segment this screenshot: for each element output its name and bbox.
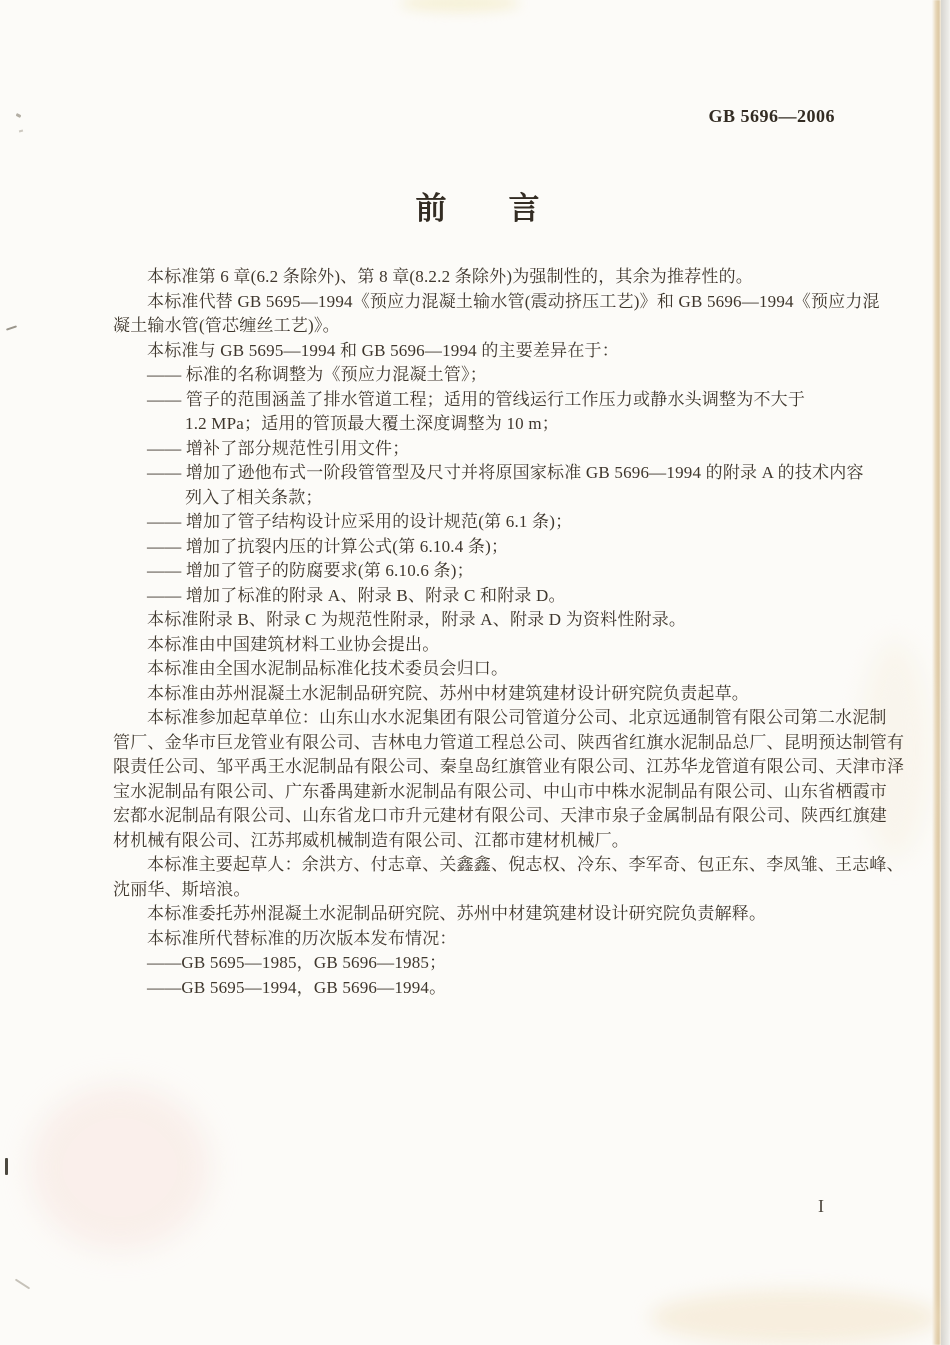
- text-line: —— 增补了部分规范性引用文件；: [147, 438, 410, 458]
- text-line: 本标准由苏州混凝土水泥制品研究院、苏州中材建筑建材设计研究院负责起草。: [147, 683, 749, 703]
- scan-smudge: [650, 1290, 940, 1345]
- text-line: —— 管子的范围涵盖了排水管道工程；适用的管线运行工作压力或静水头调整为不大于: [147, 389, 806, 409]
- scan-speck: [15, 1279, 30, 1290]
- scan-speck: [5, 1158, 8, 1175]
- page-number: I: [818, 1196, 824, 1216]
- text-line: 本标准所代替标准的历次版本发布情况：: [147, 928, 457, 948]
- text-line: 沈丽华、斯培浪。: [113, 879, 251, 899]
- text-line: 宝水泥制品有限公司、广东番禺建新水泥制品有限公司、中山市中株水泥制品有限公司、山东省栖霞市: [113, 781, 887, 801]
- text-line: 本标准参加起草单位：山东山水水泥集团有限公司管道分公司、北京远通制管有限公司第二水泥制: [147, 708, 887, 727]
- text-line: 本标准代替 GB 5695—1994《预应力混凝土输水管(震动挤压工艺)》和 GB 5696—1994《预应力混: [147, 291, 880, 311]
- text-line: 1.2 MPa；适用的管顶最大覆土深度调整为 10 m；: [185, 414, 559, 433]
- text-line: —— 标准的名称调整为《预应力混凝土管》；: [147, 365, 487, 384]
- text-line: 凝土输水管(管芯缠丝工艺)》。: [113, 316, 340, 335]
- text-line: 本标准与 GB 5695—1994 和 GB 5696—1994 的主要差异在于：: [147, 340, 619, 360]
- text-line: 宏都水泥制品有限公司、山东省龙口市升元建材有限公司、天津市泉子金属制品有限公司、陕西红旗建: [113, 806, 887, 825]
- text-line: —— 增加了抗裂内压的计算公式(第 6.10.4 条)；: [147, 536, 509, 556]
- text-line: 本标准委托苏州混凝土水泥制品研究院、苏州中材建筑建材设计研究院负责解释。: [147, 904, 767, 923]
- text-line: 本标准第 6 章(6.2 条除外)、第 8 章(8.2.2 条除外)为强制性的，其余为推荐性的。: [147, 267, 753, 286]
- text-line: 列入了相关条款；: [185, 487, 323, 507]
- text-line: 本标准主要起草人：余洪方、付志章、关鑫鑫、倪志权、冷东、李军奇、包正东、李凤雏、王志峰、: [147, 855, 904, 874]
- text-line: —— 增加了逊他布式一阶段管管型及尺寸并将原国家标准 GB 5696—1994 的附录 A 的技术内容: [147, 463, 864, 482]
- text-line: 本标准由中国建筑材料工业协会提出。: [147, 634, 440, 654]
- scan-page-edge-cream: [932, 0, 941, 1345]
- scan-smudge: [30, 1085, 210, 1250]
- text-line: 本标准由全国水泥制品标准化技术委员会归口。: [147, 659, 509, 678]
- text-line: 材机械有限公司、江苏邦威机械制造有限公司、江都市建材机械厂。: [113, 830, 629, 850]
- text-line: ——GB 5695—1994，GB 5696—1994。: [147, 977, 447, 997]
- scan-speck: [6, 325, 17, 330]
- text-line: —— 增加了管子的防腐要求(第 6.10.6 条)；: [147, 561, 474, 580]
- page-title: 前 言: [415, 191, 540, 226]
- foreword-body: [113, 265, 913, 1000]
- text-line: —— 增加了管子结构设计应采用的设计规范(第 6.1 条)；: [147, 512, 573, 531]
- text-line: —— 增加了标准的附录 A、附录 B、附录 C 和附录 D。: [147, 585, 566, 605]
- text-line: ——GB 5695—1985，GB 5696—1985；: [147, 953, 447, 972]
- text-line: 本标准附录 B、附录 C 为规范性附录，附录 A、附录 D 为资料性附录。: [147, 610, 687, 629]
- text-line: 限责任公司、邹平禹王水泥制品有限公司、秦皇岛红旗管业有限公司、江苏华龙管道有限公司、天津市泽: [113, 757, 905, 776]
- scan-speck: [19, 130, 23, 133]
- text-line: 管厂、金华市巨龙管业有限公司、吉林电力管道工程总公司、陕西省红旗水泥制品总厂、昆明预达制管有: [113, 732, 905, 752]
- scan-page-edge-shadow: [941, 0, 950, 1345]
- standard-code: GB 5696—2006: [708, 106, 835, 126]
- scan-smudge: [400, 0, 520, 12]
